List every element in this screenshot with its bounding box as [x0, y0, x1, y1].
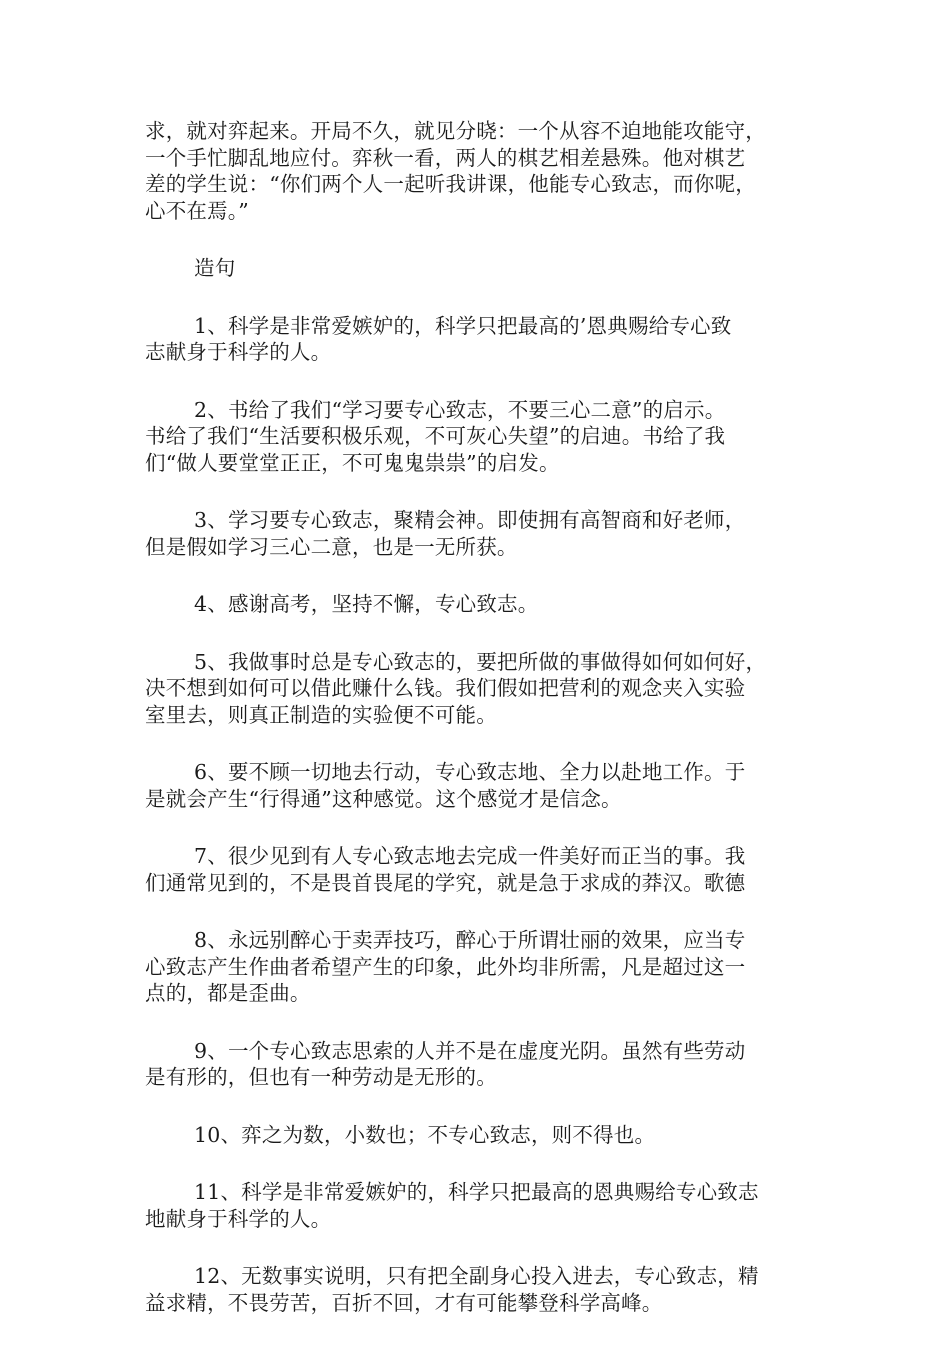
sentence-item-3: 3、学习要专心致志，聚精会神。即使拥有高智商和好老师， 但是假如学习三心二意，也是一无所获。	[145, 508, 746, 559]
sentence-item-6: 6、要不顾一切地去行动，专心致志地、全力以赴地工作。于 是就会产生“行得通”这种感觉。这个感觉才是信念。	[145, 760, 746, 811]
sentence-item-1: 1、科学是非常爱嫉妒的，科学只把最高的’恩典赐给专心致 志献身于科学的人。	[145, 313, 732, 364]
sentence-item-4: 4、感谢高考，坚持不懈，专心致志。	[194, 592, 539, 616]
document-page	[145, 118, 815, 1347]
sentence-item-12: 12、无数事实说明，只有把全副身心投入进去，专心致志，精 益求精，不畏劳苦，百折不回，才有可能攀登科学高峰。	[145, 1264, 759, 1315]
sentence-item-2: 2、书给了我们“学习要专心致志，不要三心二意”的启示。 书给了我们“生活要积极乐观，不可灰心失望”的启迪。书给了我 们“做人要堂堂正正，不可鬼鬼祟祟”的启发。	[145, 397, 726, 475]
sentence-item-5: 5、我做事时总是专心致志的，要把所做的事做得如何如何好， 决不想到如何可以借此赚什么钱。我们假如把营利的观念夹入实验 室里去，则真正制造的实验便不可能。	[145, 649, 767, 727]
sentence-item-11: 11、科学是非常爱嫉妒的，科学只把最高的恩典赐给专心致志 地献身于科学的人。	[145, 1180, 759, 1231]
section-heading-sentences: 造句	[194, 256, 236, 280]
sentence-item-9: 9、一个专心致志思索的人并不是在虚度光阴。虽然有些劳动 是有形的，但也有一种劳动是无形的。	[145, 1038, 746, 1089]
sentence-item-10: 10、弈之为数，小数也；不专心致志，则不得也。	[194, 1122, 656, 1147]
sentence-item-7: 7、很少见到有人专心致志地去完成一件美好而正当的事。我 们通常见到的，不是畏首畏尾的学究，就是急于求成的莽汉。歌德	[145, 844, 746, 895]
paragraph-story-continuation: 求，就对弈起来。开局不久，就见分晓：一个从容不迫地能攻能守， 一个手忙脚乱地应付。弈秋一看，两人的棋艺相差悬殊。他对棋艺 差的学生说：“你们两个人一起听我讲课，他能专心致志，而你呢， 心不在焉。”	[145, 119, 766, 223]
sentence-item-8: 8、永远别醉心于卖弄技巧，醉心于所谓壮丽的效果，应当专 心致志产生作曲者希望产生的印象，此外均非所需，凡是超过这一 点的，都是歪曲。	[145, 928, 746, 1005]
